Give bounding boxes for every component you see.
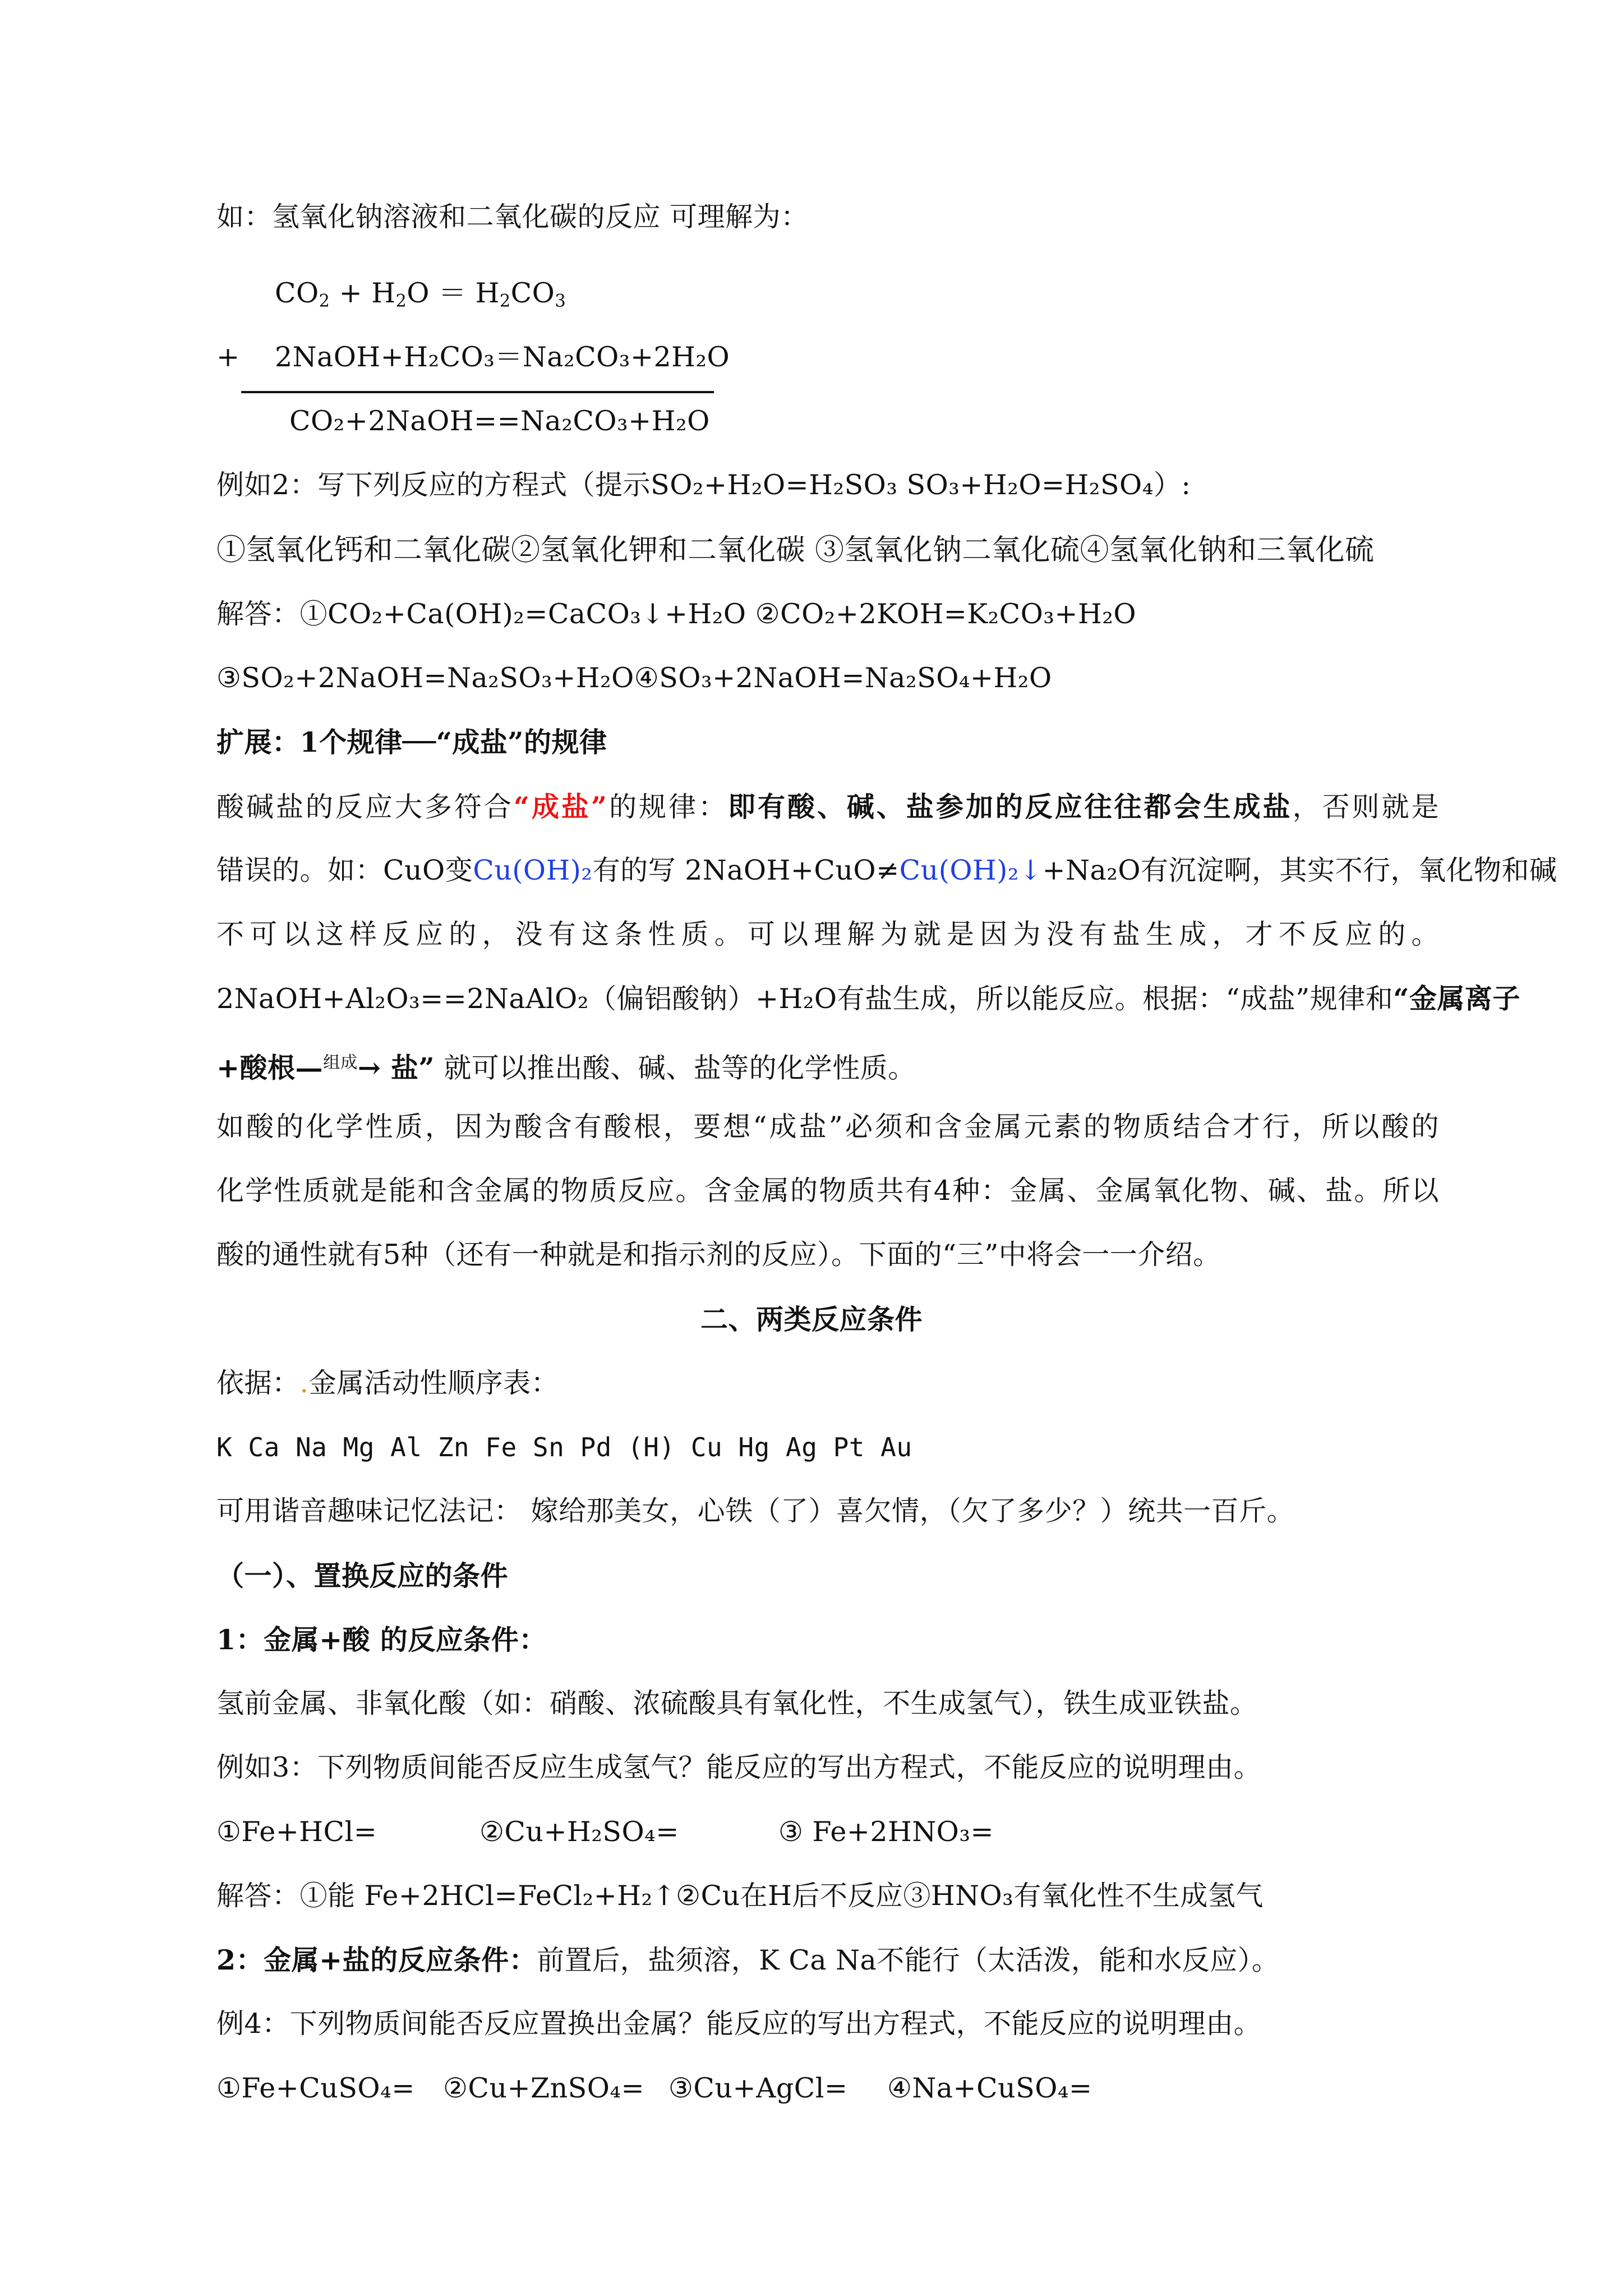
sum-rule-line [241,391,714,393]
example4-prompt: 例4：下列物质间能否反应置换出金属？能反应的写出方程式，不能反应的说明理由。 [216,2008,1262,2040]
paragraph2-line1: 如酸的化学性质，因为酸含有酸根，要想“成盐”必须和含金属元素的物质结合才行，所以酸的 [216,1111,1439,1143]
example3-item2: ②Cu+H₂SO₄= [479,1816,679,1848]
condition2-line: 2：金属+盐的反应条件：前置后，盐须溶，K Ca Na不能行（太活泼，能和水反应）。 [216,1944,1280,1976]
activity-series: K Ca Na Mg Al Zn Fe Sn Pd (H) Cu Hg Ag Pt Au [216,1432,912,1462]
basis-line: 依据：.金属活动性顺序表： [216,1367,559,1399]
subsection1-heading: （一）、置换反应的条件 [216,1559,509,1592]
paragraph2-line3: 酸的通性就有5种（还有一种就是和指示剂的反应）。下面的“三”中将会一一介绍。 [216,1239,1221,1271]
example4-item3: ③Cu+AgCl= [668,2072,848,2104]
equation-result: CO₂+2NaOH==Na₂CO₃+H₂O [289,405,710,437]
paragraph2-line2: 化学性质就是能和含金属的物质反应。含金属的物质共有4种：金属、金属氧化物、碱、盐。所以 [216,1175,1439,1207]
paragraph1-line3: 不可以这样反应的，没有这条性质。可以理解为就是因为没有盐生成，才不反应的。 [216,918,1439,950]
paragraph1-line1: 酸碱盐的反应大多符合“成盐”的规律：即有酸、碱、盐参加的反应往往都会生成盐，否则就是 [216,790,1439,823]
mnemonic-line: 可用谐音趣味记忆法记： 嫁给那美女，心铁（了）喜欠情，（欠了多少？）统共一百斤。 [216,1495,1295,1527]
example2-prompt: 例如2：写下列反应的方程式（提示SO₂+H₂O=H₂SO₃ SO₃+H₂O=H₂SO₄）: [216,469,1191,501]
answer2-line2: ③SO₂+2NaOH=Na₂SO₃+H₂O④SO₃+2NaOH=Na₂SO₄+H₂O [216,662,1052,694]
example4-item4: ④Na+CuSO₄= [887,2072,1092,2104]
salt-rule-statement: 即有酸、碱、盐参加的反应往往都会生成盐 [727,790,1293,823]
example3-item3: ③ Fe+2HNO₃= [778,1816,994,1848]
condition1-text: 氢前金属、非氧化酸（如：硝酸、浓硫酸具有氧化性，不生成氢气），铁生成亚铁盐。 [216,1687,1258,1719]
paragraph1-line2: 错误的。如：CuO变Cu(OH)₂有的写 2NaOH+CuO≠Cu(OH)₂↓+Na₂O有沉淀啊，其实不行，氧化物和碱 [216,854,1557,886]
example4-item2: ②Cu+ZnSO₄= [443,2072,645,2104]
example3-prompt: 例如3：下列物质间能否反应生成氢气？能反应的写出方程式，不能反应的说明理由。 [216,1751,1262,1783]
paragraph1-line4: 2NaOH+Al₂O₃==2NaAlO₂（偏铝酸钠）+H₂O有盐生成，所以能反应。根据：“成盐”规律和“金属离子 [216,982,1520,1015]
condition1-title: 1：金属+酸 的反应条件： [216,1623,547,1656]
example4-item1: ①Fe+CuSO₄= [216,2072,415,2104]
equation-step1: $CO_2 + H_2O = H_2CO_3$ [275,277,566,311]
compose-label: 组成 [323,1053,358,1073]
answer3-line: 解答：①能 Fe+2HCl=FeCl₂+H₂↑②Cu在H后不反应③HNO₃有氧化性不生成氢气 [216,1880,1264,1912]
intro-line: 如：氢氧化钠溶液和二氧化碳的反应 可理解为： [216,201,809,233]
extension-title: 扩展：1个规律──“成盐”的规律 [216,726,607,758]
paragraph1-line5: +酸根—组成→ 盐” 就可以推出酸、碱、盐等的化学性质。 [216,1043,916,1088]
answer2-line1: 解答：①CO₂+Ca(OH)₂=CaCO₃↓+H₂O ②CO₂+2KOH=K₂CO₃+H₂O [216,598,1137,630]
section2-heading: 二、两类反应条件 [700,1303,923,1336]
example2-items: ①氢氧化钙和二氧化碳②氢氧化钾和二氧化碳 ③氢氧化钠二氧化硫④氢氧化钠和三氧化硫 [216,533,1375,567]
salt-rule-highlight: “成盐” [513,790,607,823]
plus-sign: + [216,341,240,373]
equation-step2: 2NaOH+H₂CO₃＝Na₂CO₃+2H₂O [275,341,730,373]
example3-item1: ①Fe+HCl= [216,1816,377,1848]
